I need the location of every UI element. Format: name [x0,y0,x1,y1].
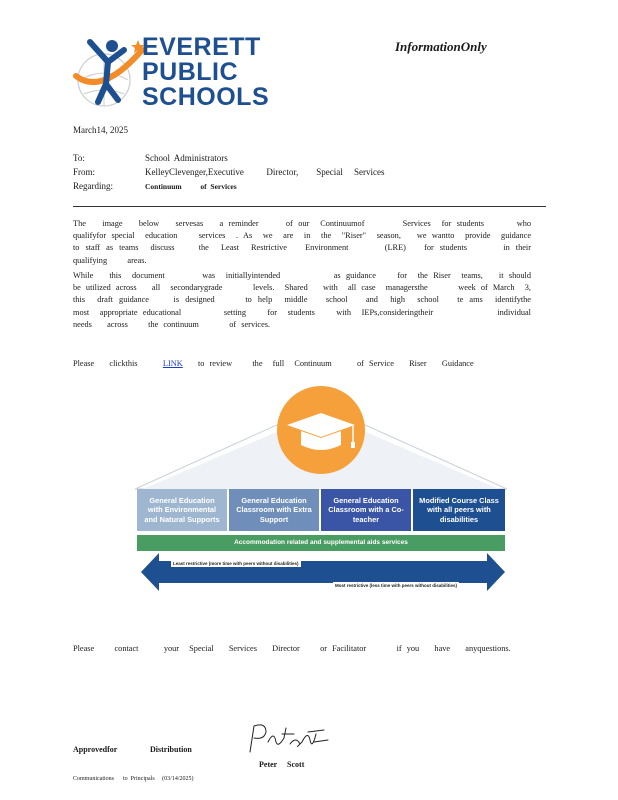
distribution-label: Distribution [150,745,192,754]
memo-to-label: To: [73,153,85,163]
memo-divider [73,206,546,207]
guidance-paragraph: While this document was initiallyintended as guidance for the Riser teams, it should be utilized across all secondarygrade levels. Shared with all case managersthe week of March 3, this draft guidance is designed to help middle school and high school te ams identifythe most appropriate educational setting for students with IEPs,consideringtheir individual needs across the continuum of services. [73,271,562,329]
most-restrictive-label: Most restrictive (less time with peers without disabilities) [335,583,458,588]
logo-text-schools: SCHOOLS [142,83,270,111]
communications-note: Communications to Principals (03/14/2025) [73,776,194,782]
memo-to-value: School Administrators [145,153,228,163]
link-line [73,358,474,370]
panel-general-education-supports: General Education with Environmental and Natural Supports [137,489,227,531]
approved-for-label: Approvedfor [73,745,118,754]
logo-text-everett: EVERETT [142,33,261,61]
memo-regarding-label: Regarding: [73,181,113,191]
guidance-link[interactable]: LINK [162,359,183,368]
least-restrictive-label: Least restrictive (more time with peers without disabilities) [173,561,299,566]
link-suffix: to review the full Continuum of Service Riser Guidance [197,359,474,368]
memo-regarding-value: Continuum of Services [145,182,237,191]
district-logo [72,33,270,114]
memo-from-value: KelleyClevenger,Executive Director, Special Services [145,167,385,177]
signature-image [244,720,330,756]
signer-name: Peter Scott [259,760,305,769]
accommodation-bar: Accommodation related and supplemental aids services [137,535,505,551]
link-prefix: Please clickthis [73,359,138,368]
contact-line: Please contact your Special Services Director or Facilitator if you have anyquestions. [73,644,511,653]
memo-date: March14, 2025 [73,125,128,135]
panel-modified-course: Modified Course Class with all peers with disabilities [413,489,505,531]
panel-co-teacher: General Education Classroom with a Co-teacher [321,489,411,531]
intro-paragraph: The image below servesas a reminder of our Continuumof Services for students who qualifyfor special education services . As we are in the "Riser" season, we wantto provide guidance to staff as teams discuss the Least Restrictive Environment (LRE) for students in their qualifying areas. [73,219,542,265]
logo-text-public: PUBLIC [142,58,239,86]
panel-extra-support: General Education Classroom with Extra Support [229,489,319,531]
information-only-label: InformationOnly [395,39,487,54]
continuum-diagram [135,385,507,600]
logo-figure-icon [72,36,144,110]
memo-from-label: From: [73,167,96,177]
